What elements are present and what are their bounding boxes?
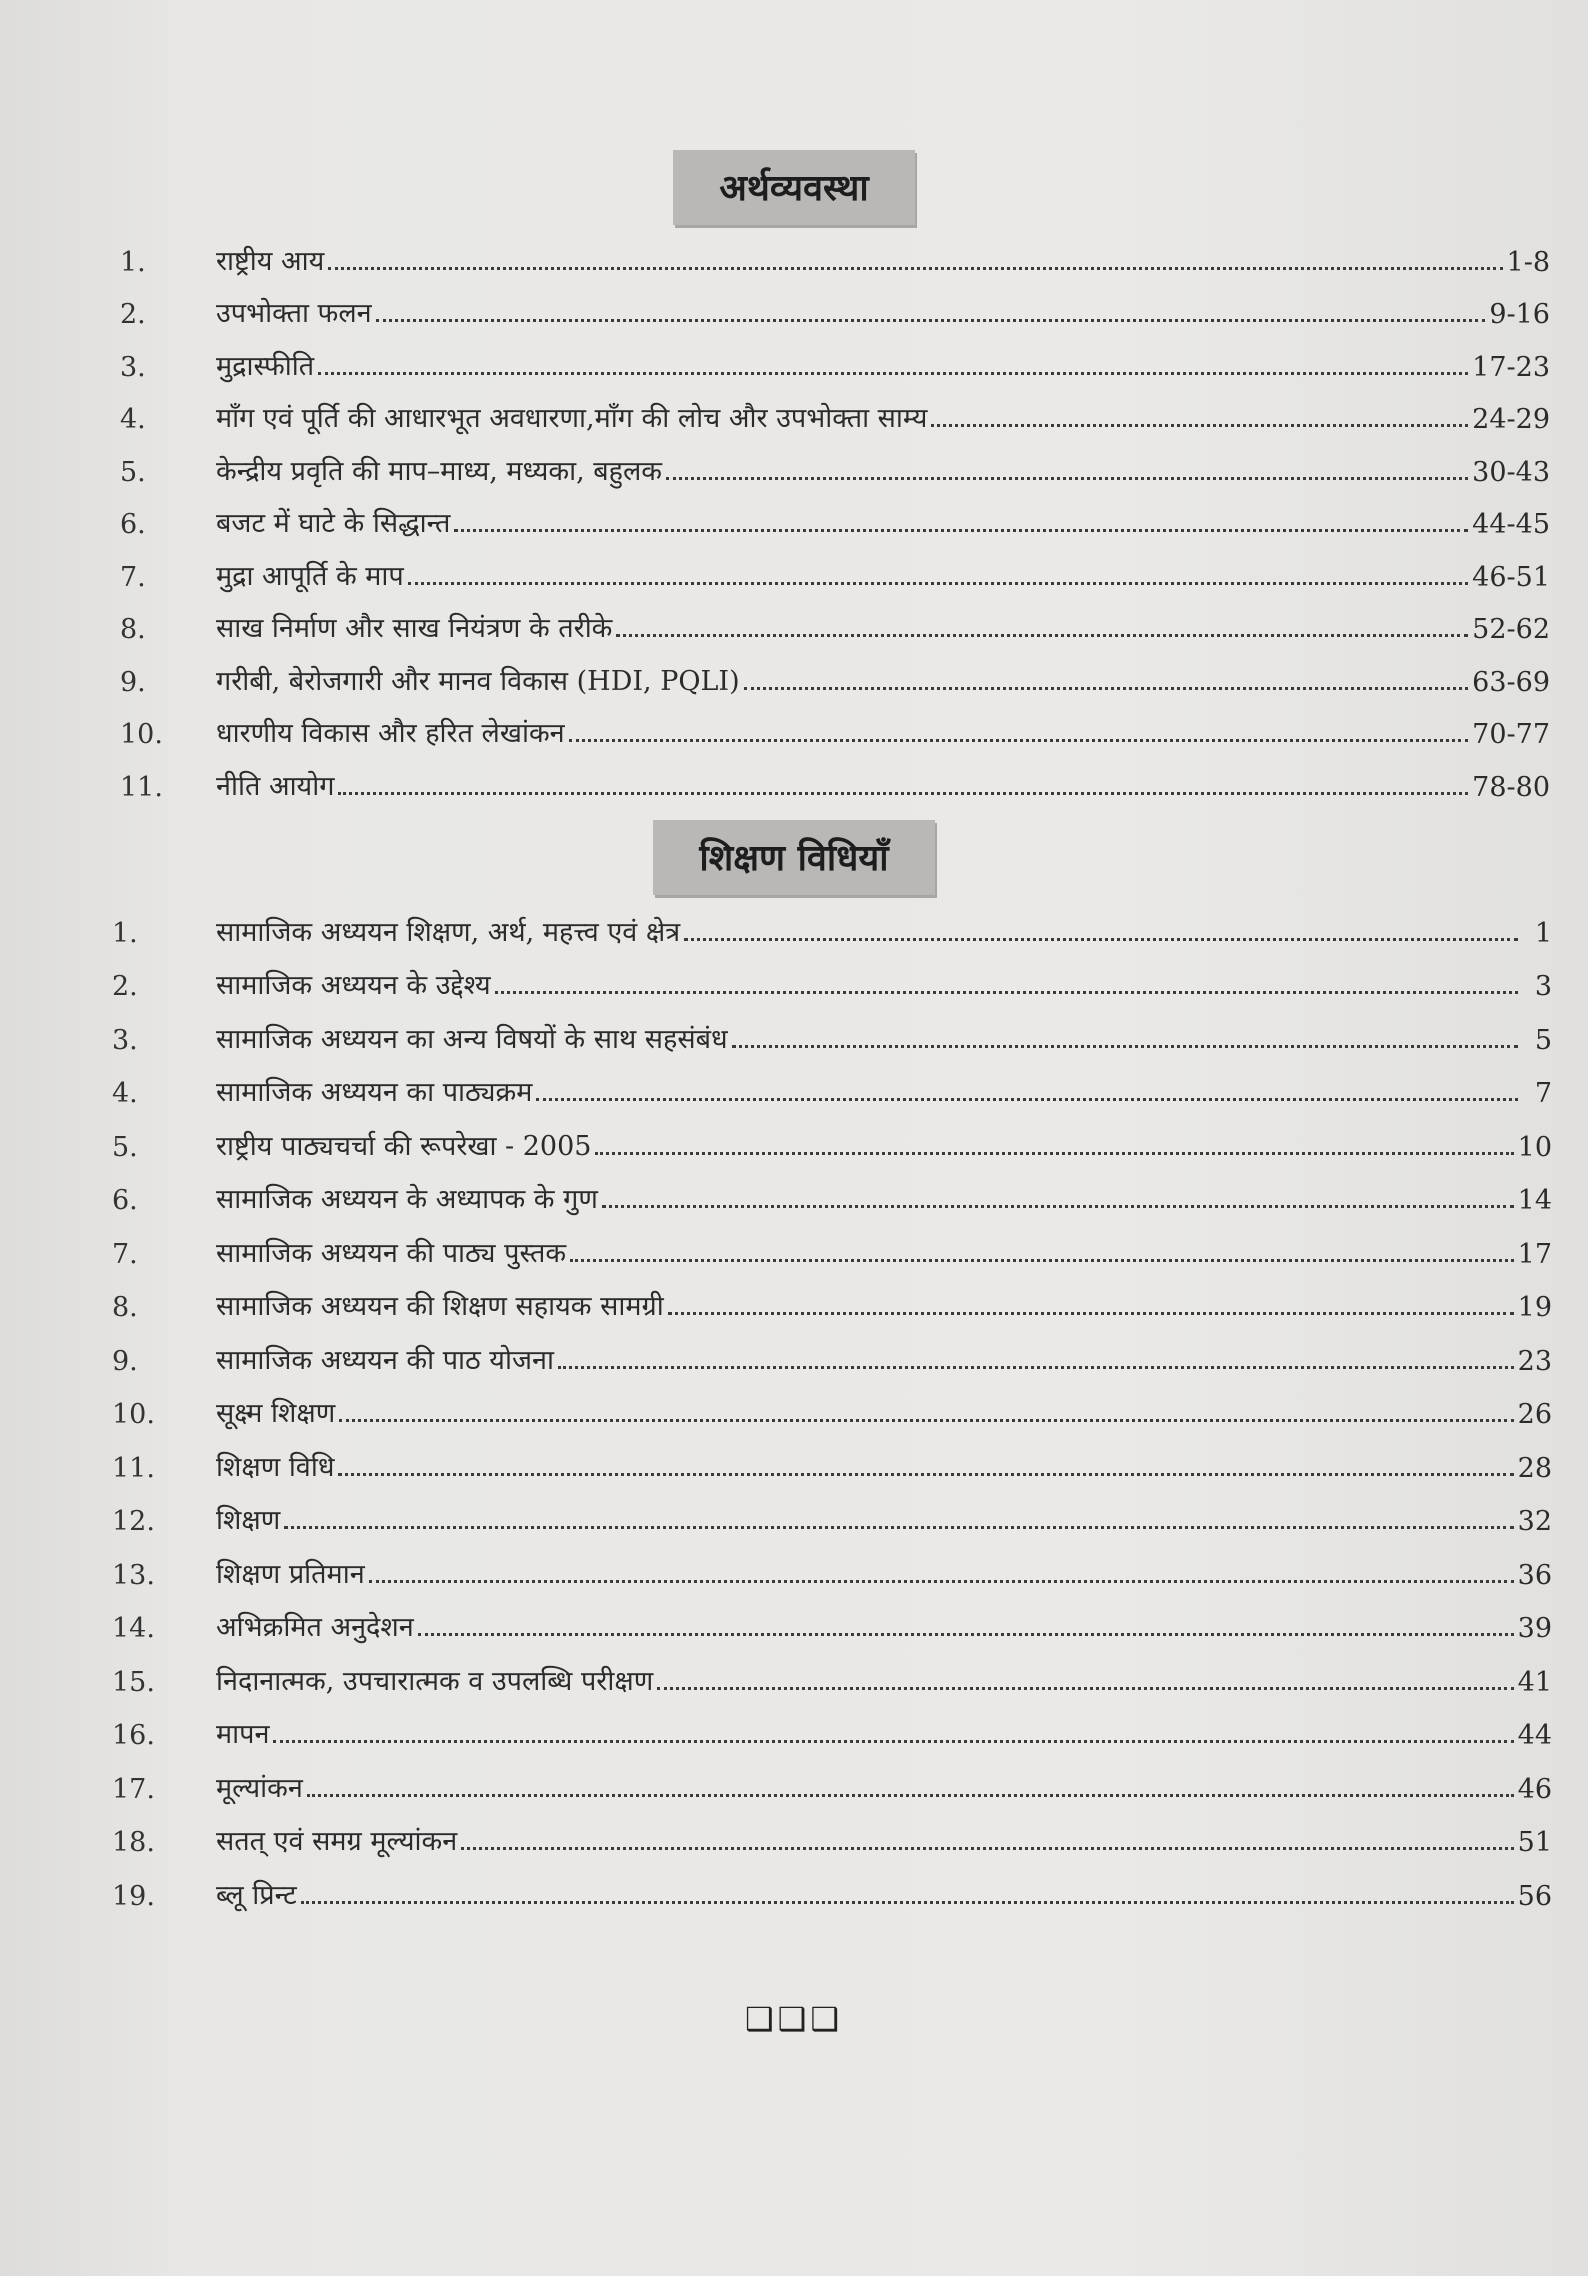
dot-leader: [657, 1686, 1513, 1690]
dot-leader: [931, 423, 1468, 427]
dot-leader: [369, 1579, 1514, 1583]
toc-entry: [0, 1698, 1588, 1752]
entry-page-number: 41: [1517, 1666, 1552, 1698]
entry-page-number: 32: [1517, 1506, 1552, 1537]
entry-page-number: 36: [1517, 1559, 1552, 1591]
entry-page-number: 51: [1517, 1827, 1552, 1858]
dot-leader: [536, 1097, 1518, 1101]
entry-title: सामाजिक अध्ययन के अध्यापक के गुण: [216, 1184, 598, 1215]
toc-entry: [0, 895, 1588, 949]
dot-leader: [307, 1793, 1514, 1797]
dot-leader: [376, 318, 1486, 322]
dot-leader: [339, 1418, 1513, 1422]
entry-page-number: 46: [1517, 1773, 1552, 1805]
dot-leader: [602, 1204, 1514, 1208]
toc-list: [0, 225, 1588, 803]
dot-leader: [328, 266, 1502, 270]
toc-entry: [0, 750, 1588, 803]
entry-title: धारणीय विकास और हरित लेखांकन: [216, 718, 565, 749]
entry-title: मूल्यांकन: [216, 1772, 303, 1804]
entry-title: ब्लू प्रिन्ट: [216, 1879, 297, 1911]
entry-title: सामाजिक अध्ययन की पाठ्य पुस्तक: [216, 1237, 567, 1269]
entry-title: राष्ट्रीय पाठ्यचर्चा की रूपरेखा - 2005: [216, 1130, 592, 1162]
section-heading: अर्थव्यवस्था: [673, 150, 914, 225]
entry-number: 6.: [120, 509, 146, 540]
entry-number: 6.: [112, 1185, 138, 1216]
entry-number: 7.: [112, 1238, 138, 1270]
entry-title: उपभोक्ता फलन: [216, 298, 372, 329]
entry-title: सामाजिक अध्ययन का अन्य विषयों के साथ सहसंबंध: [216, 1023, 728, 1055]
dot-leader: [338, 791, 1468, 795]
toc-entry: [0, 1109, 1588, 1163]
entry-page-number: 3: [1534, 971, 1552, 1002]
entry-title: सामाजिक अध्ययन का पाठ्यक्रम: [216, 1077, 533, 1108]
entry-number: 13.: [112, 1559, 155, 1591]
entry-number: 2.: [120, 299, 146, 330]
toc-entry: [0, 330, 1588, 383]
dot-leader: [570, 1258, 1514, 1262]
entry-title: सतत् एवं समग्र मूल्यांकन: [216, 1826, 458, 1857]
toc-entry: [0, 1430, 1588, 1484]
entry-title: मुद्रा आपूर्ति के माप: [216, 560, 404, 592]
entry-number: 17.: [112, 1773, 155, 1805]
entry-page-number: 5: [1534, 1024, 1552, 1056]
toc-entry: [0, 593, 1588, 646]
entry-title: शिक्षण विधि: [216, 1451, 335, 1483]
entry-number: 3.: [112, 1024, 138, 1056]
dot-leader: [666, 476, 1468, 480]
toc-entry: [0, 278, 1588, 331]
entry-number: 4.: [112, 1078, 138, 1109]
toc-entry: [0, 1056, 1588, 1110]
entry-number: 1.: [112, 917, 138, 949]
entry-number: 3.: [120, 351, 146, 383]
entry-page-number: 46-51: [1472, 561, 1550, 593]
toc-entry: [0, 949, 1588, 1003]
entry-page-number: 70-77: [1472, 719, 1550, 750]
entry-title: शिक्षण: [216, 1505, 281, 1536]
section-teaching-methods: [0, 820, 1588, 1912]
entry-page-number: 44: [1517, 1720, 1552, 1751]
dot-leader: [418, 1632, 1514, 1636]
entry-number: 2.: [112, 971, 138, 1002]
entry-number: 5.: [120, 456, 146, 488]
toc-list: [0, 895, 1588, 1912]
entry-title: सामाजिक अध्ययन की शिक्षण सहायक सामग्री: [216, 1291, 664, 1322]
entry-title: सामाजिक अध्ययन की पाठ योजना: [216, 1344, 554, 1376]
entry-title: अभिक्रमित अनुदेशन: [216, 1612, 414, 1643]
dot-leader: [616, 633, 1468, 637]
entry-number: 16.: [112, 1720, 155, 1751]
toc-entry: [0, 1163, 1588, 1217]
entry-page-number: 9-16: [1489, 299, 1550, 330]
entry-number: 1.: [120, 246, 146, 278]
dot-leader: [558, 1365, 1514, 1369]
dot-leader: [301, 1900, 1514, 1904]
toc-entry: [0, 1591, 1588, 1645]
entry-page-number: 14: [1517, 1185, 1552, 1216]
entry-title: सामाजिक अध्ययन के उद्देश्य: [216, 970, 491, 1001]
dot-leader: [461, 1846, 1513, 1850]
end-of-contents-mark: ❑❑❑: [744, 2000, 844, 2038]
entry-page-number: 26: [1517, 1399, 1552, 1430]
toc-entry: [0, 1002, 1588, 1056]
entry-number: 4.: [120, 404, 146, 435]
dot-leader: [684, 937, 1518, 941]
toc-entry: [0, 1270, 1588, 1324]
toc-entry: [0, 1644, 1588, 1698]
entry-number: 19.: [112, 1880, 155, 1912]
entry-page-number: 23: [1517, 1345, 1552, 1377]
toc-entry: [0, 1858, 1588, 1912]
entry-number: 7.: [120, 561, 146, 593]
section-economics: [0, 150, 1588, 803]
toc-entry: [0, 1323, 1588, 1377]
entry-number: 8.: [112, 1292, 138, 1323]
entry-title: केन्द्रीय प्रवृति की माप–माध्य, मध्यका, बहुलक: [216, 455, 663, 487]
entry-title: निदानात्मक, उपचारात्मक व उपलब्धि परीक्षण: [216, 1665, 654, 1697]
entry-page-number: 7: [1534, 1078, 1552, 1109]
toc-entry: [0, 1537, 1588, 1591]
entry-title: बजट में घाटे के सिद्धान्त: [216, 508, 451, 539]
entry-page-number: 39: [1517, 1613, 1552, 1644]
entry-number: 9.: [120, 666, 146, 698]
dot-leader: [408, 581, 1468, 585]
toc-entry: [0, 1805, 1588, 1859]
dot-leader: [495, 990, 1518, 994]
entry-page-number: 17: [1517, 1238, 1552, 1270]
entry-page-number: 30-43: [1472, 456, 1550, 488]
entry-number: 11.: [120, 771, 163, 803]
entry-title: माँग एवं पूर्ति की आधारभूत अवधारणा,माँग की लोच और उपभोक्ता साम्य: [216, 403, 928, 434]
toc-entry: [0, 1377, 1588, 1431]
entry-page-number: 1-8: [1506, 246, 1550, 278]
toc-entry: [0, 540, 1588, 593]
entry-title: शिक्षण प्रतिमान: [216, 1558, 365, 1590]
entry-number: 8.: [120, 614, 146, 645]
entry-title: मापन: [216, 1719, 270, 1750]
toc-entry: [0, 383, 1588, 436]
toc-entry: [0, 1216, 1588, 1270]
entry-page-number: 44-45: [1472, 509, 1550, 540]
dot-leader: [569, 738, 1468, 742]
toc-entry: [0, 1484, 1588, 1538]
dot-leader: [595, 1151, 1513, 1155]
entry-title: सूक्ष्म शिक्षण: [216, 1398, 336, 1429]
dot-leader: [744, 686, 1469, 690]
entry-title: साख निर्माण और साख नियंत्रण के तरीके: [216, 613, 613, 644]
dot-leader: [273, 1739, 1513, 1743]
entry-title: नीति आयोग: [216, 770, 335, 802]
entry-page-number: 63-69: [1472, 666, 1550, 698]
toc-entry: [0, 488, 1588, 541]
entry-page-number: 24-29: [1472, 404, 1550, 435]
entry-number: 10.: [120, 719, 163, 750]
entry-number: 12.: [112, 1506, 155, 1537]
entry-number: 10.: [112, 1399, 155, 1430]
entry-page-number: 19: [1517, 1292, 1552, 1323]
dot-leader: [338, 1472, 1513, 1476]
entry-number: 11.: [112, 1452, 155, 1484]
entry-number: 14.: [112, 1613, 155, 1644]
entry-page-number: 28: [1517, 1452, 1552, 1484]
dot-leader: [732, 1044, 1518, 1048]
entry-page-number: 78-80: [1472, 771, 1550, 803]
entry-page-number: 52-62: [1472, 614, 1550, 645]
entry-number: 5.: [112, 1131, 138, 1163]
entry-title: मुद्रास्फीति: [216, 350, 315, 382]
entry-number: 18.: [112, 1827, 155, 1858]
dot-leader: [284, 1525, 1513, 1529]
dot-leader: [454, 528, 1468, 532]
toc-entry: [0, 1751, 1588, 1805]
toc-entry: [0, 645, 1588, 698]
entry-title: सामाजिक अध्ययन शिक्षण, अर्थ, महत्त्व एवं क्षेत्र: [216, 916, 681, 948]
entry-page-number: 17-23: [1472, 351, 1550, 383]
entry-number: 15.: [112, 1666, 155, 1698]
dot-leader: [668, 1311, 1514, 1315]
entry-title: राष्ट्रीय आय: [216, 245, 325, 277]
toc-entry: [0, 698, 1588, 751]
toc-entry: [0, 435, 1588, 488]
entry-page-number: 10: [1517, 1131, 1552, 1163]
toc-entry: [0, 225, 1588, 278]
dot-leader: [318, 371, 1468, 375]
entry-page-number: 1: [1534, 917, 1552, 949]
entry-title: गरीबी, बेरोजगारी और मानव विकास (HDI, PQLI): [216, 665, 740, 697]
entry-number: 9.: [112, 1345, 138, 1377]
entry-page-number: 56: [1517, 1880, 1552, 1912]
section-heading: शिक्षण विधियाँ: [653, 820, 934, 895]
